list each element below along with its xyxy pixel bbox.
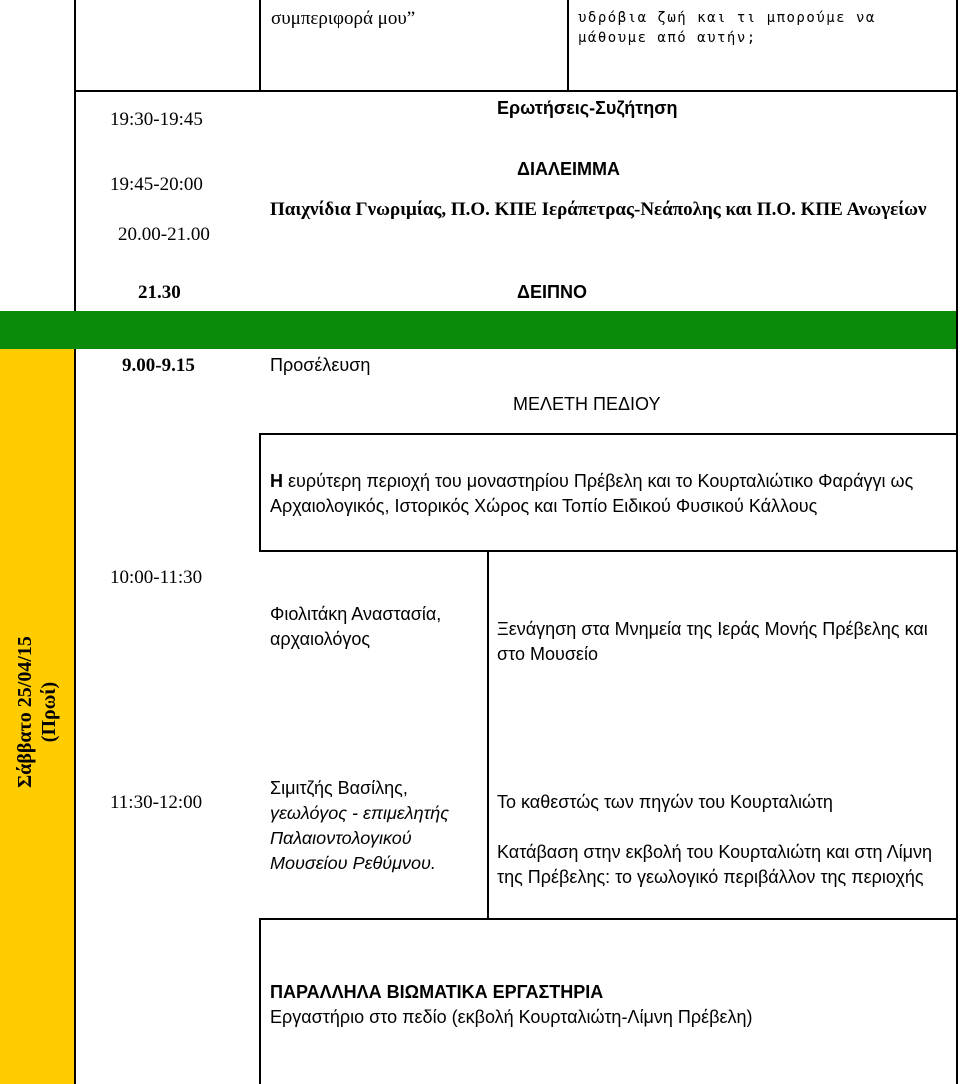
table-border [956,0,958,1084]
table-border [259,0,261,92]
arrival-text: Προσέλευση [270,355,371,375]
dinner-title: ΔΕΙΠΝΟ [517,282,587,302]
activity-2b: Κατάβαση στην εκβολή του Κουρταλιώτη και στη Λίμνη της Πρέβελης: το γεωλογικό περιβάλλον της περιοχής [497,842,932,887]
speaker-2-name: Σιμιτζής Βασίλης, [270,778,408,798]
discussion-title: Ερωτήσεις-Συζήτηση [497,98,678,118]
time-0900: 9.00-9.15 [122,355,195,376]
workshops-title: ΠΑΡΑΛΛΗΛΑ ΒΙΩΜΑΤΙΚΑ ΕΡΓΑΣΤΗΡΙΑ [270,982,604,1002]
time-2130: 21.30 [138,282,181,303]
break-title: ΔΙΑΛΕΙΜΜΑ [517,159,620,179]
table-border [259,433,261,552]
area-description [270,469,945,519]
table-border [487,550,489,920]
workshops-text: Εργαστήριο στο πεδίο (εκβολή Κουρταλιώτη-Λίμνη Πρέβελη) [270,1007,753,1027]
day-label-date: Σάββατο 25/04/15 [14,636,36,788]
area-description-bold: Η [270,471,283,491]
green-separator-band [0,311,958,349]
time-1945: 19:45-20:00 [110,174,203,195]
time-2000: 20.00-21.00 [118,224,210,245]
field-study-title: ΜΕΛΕΤΗ ΠΕΔΙΟΥ [513,394,661,414]
row1-right-text: υδρόβια ζωή και τι μπορούμε να μάθουμε από αυτήν; [578,10,876,46]
time-1930: 19:30-19:45 [110,109,203,130]
speaker-1: Φιολιτάκη Αναστασία, αρχαιολόγος [270,604,442,649]
row1-left-text: συμπεριφορά μου” [271,8,416,29]
area-description-text: ευρύτερη περιοχή του μοναστηρίου Πρέβελη και το Κουρταλιώτικο Φαράγγι ως Αρχαιολογικός, Ιστορικός Χώρος και Τοπίο Ειδικού Φυσικού Κάλλους [270,471,914,516]
time-1000: 10:00-11:30 [110,567,203,588]
table-border [74,349,76,1084]
time-1130: 11:30-12:00 [110,792,203,813]
table-border [259,918,261,1084]
speaker-2-role: γεωλόγος - επιμελητής Παλαιοντολογικού Μουσείου Ρεθύμνου. [270,803,450,873]
table-border [567,0,569,92]
table-border [259,918,958,920]
speaker-2 [270,776,482,876]
table-border [259,550,958,552]
activity-1: Ξενάγηση στα Μνημεία της Ιεράς Μονής Πρέβελης και στο Μουσείο [497,619,928,664]
table-border [74,90,958,92]
day-label [13,636,61,788]
day-label-period: (Πρωί) [38,681,60,743]
table-border [74,0,76,311]
activity-2a: Το καθεστώς των πηγών του Κουρταλιώτη [497,792,833,812]
table-border [259,433,958,435]
games-text: Παιχνίδια Γνωριμίας, Π.Ο. ΚΠΕ Ιεράπετρας-Νεάπολης και Π.Ο. ΚΠΕ Ανωγείων [270,199,927,220]
